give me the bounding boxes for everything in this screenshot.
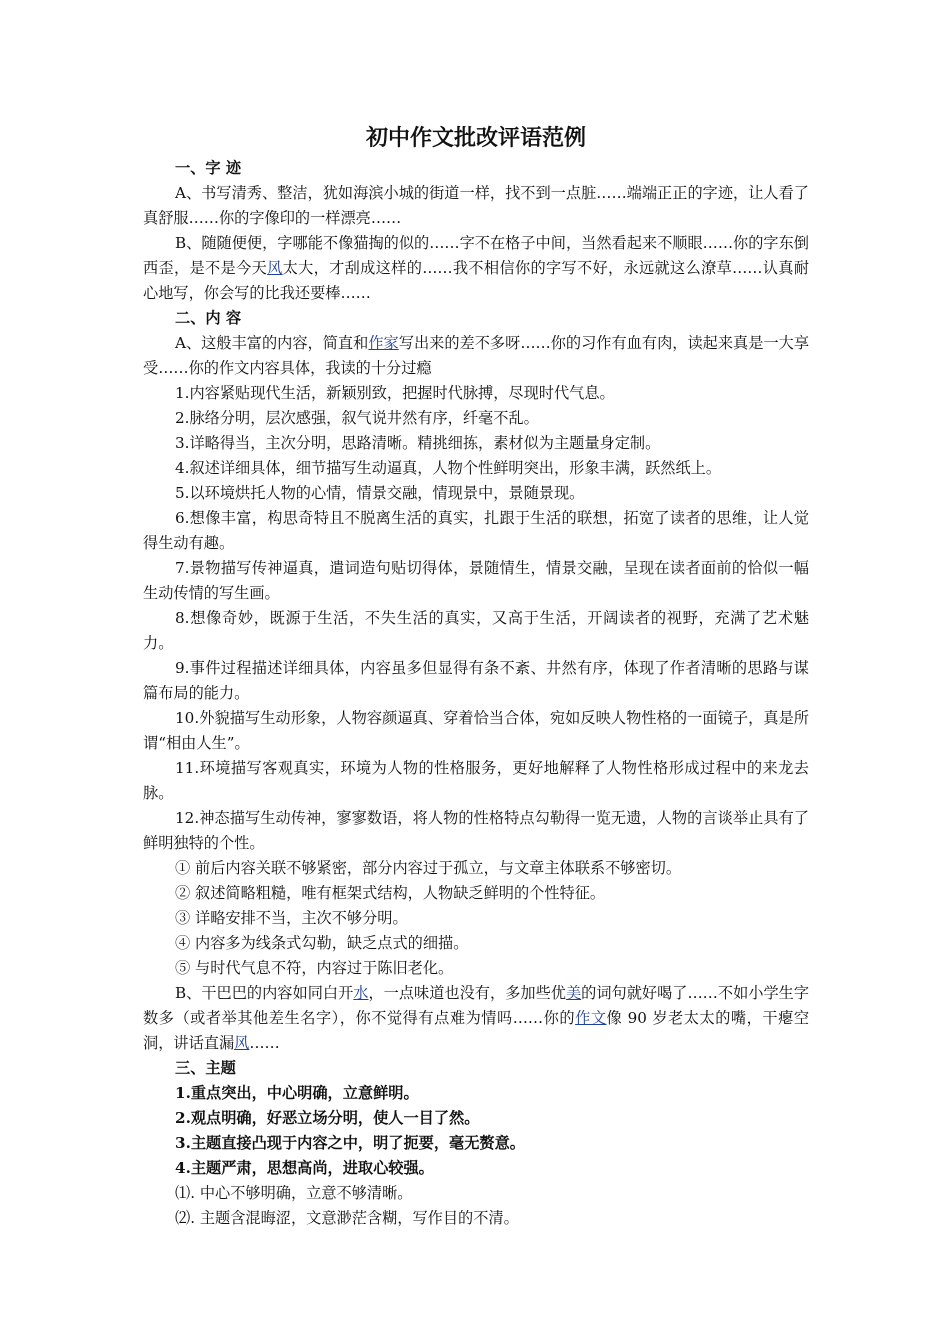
- text-span: B、干巴巴的内容如同白开: [175, 984, 354, 1002]
- list-item: 8.想像奇妙，既源于生活，不失生活的真实，又高于生活，开阔读者的视野，充满了艺术魅力。: [143, 609, 809, 652]
- text-span: ……: [249, 1034, 280, 1052]
- inline-link-wind[interactable]: 风: [267, 259, 283, 277]
- text-span: 写出来的差不多呀……你的习作有血有肉，读起来真是一大享受……你的作文内容具体，我读的十分过瘾: [143, 334, 810, 377]
- list-item: ⑵. 主题含混晦涩，文意渺茫含糊，写作目的不清。: [175, 1209, 519, 1227]
- list-item: ⑤ 与时代气息不符，内容过于陈旧老化。: [175, 959, 454, 977]
- paragraph-handwriting-b: [143, 231, 809, 306]
- list-item: 3.详略得当，主次分明，思路清晰。精挑细拣，素材似为主题量身定制。: [175, 434, 661, 452]
- list-item: 10.外貌描写生动形象，人物容颜逼真、穿着恰当合体，宛如反映人物性格的一面镜子，真是所谓“相由人生”。: [143, 709, 809, 752]
- list-item: 4.叙述详细具体，细节描写生动逼真，人物个性鲜明突出，形象丰满，跃然纸上。: [175, 459, 722, 477]
- inline-link-beauty[interactable]: 美: [565, 984, 582, 1002]
- document-page: [143, 118, 809, 1231]
- text-span: 的词句就好喝了……不如小学生字数多（或者举其他差生名字），你不觉得有点难为情吗……你的: [143, 984, 810, 1027]
- list-item: 5.以环境烘托人物的心情，情景交融，情现景中，景随景现。: [175, 484, 585, 502]
- text-span: ，一点味道也没有，多加些优: [368, 984, 566, 1002]
- list-item-bold: 2.观点明确，好恶立场分明，使人一目了然。: [175, 1109, 480, 1127]
- inline-link-composition[interactable]: 作文: [575, 1009, 607, 1027]
- paragraph-content-a: [143, 331, 809, 381]
- list-item: 12.神态描写生动传神，寥寥数语，将人物的性格特点勾勒得一览无遗，人物的言谈举止具有了鲜明独特的个性。: [143, 809, 809, 852]
- list-item: 2.脉络分明，层次感强，叙气说井然有序，纤毫不乱。: [175, 409, 539, 427]
- list-item: 6.想像丰富，构思奇特且不脱离生活的真实，扎跟于生活的联想，拓宽了读者的思维，让人觉得生动有趣。: [143, 509, 809, 552]
- list-item: ② 叙述简略粗糙，唯有框架式结构，人物缺乏鲜明的个性特征。: [175, 884, 606, 902]
- section-heading-handwriting: 一、字 迹: [175, 159, 242, 177]
- list-item: 1.内容紧贴现代生活，新颖别致，把握时代脉搏，尽现时代气息。: [175, 384, 615, 402]
- list-item: 11.环境描写客观真实，环境为人物的性格服务，更好地解释了人物性格形成过程中的来龙去脉。: [143, 759, 809, 802]
- inline-link-water[interactable]: 水: [353, 984, 369, 1002]
- text-span: 像 90 岁老太太的嘴，干瘪空洞，讲话直漏: [143, 1009, 810, 1052]
- list-item: ④ 内容多为线条式勾勒，缺乏点式的细描。: [175, 934, 469, 952]
- text-span: B、随随便便，字哪能不像猫掏的似的……字不在格子中间，当然看起来不顺眼……你的字东倒西歪，是不是今天: [143, 234, 809, 277]
- list-item: 7.景物描写传神逼真，遣词造句贴切得体，景随情生，情景交融，呈现在读者面前的恰似一幅生动传情的写生画。: [143, 559, 809, 602]
- section-heading-theme: 三、主题: [175, 1059, 236, 1077]
- inline-link-wind-2[interactable]: 风: [234, 1034, 250, 1052]
- inline-link-writer[interactable]: 作家: [368, 334, 399, 352]
- text-span: 太大，才刮成这样的……我不相信你的字写不好，永远就这么潦草……认真耐心地写，你会写的比我还要棒……: [143, 259, 810, 302]
- list-item-bold: 3.主题直接凸现于内容之中，明了扼要，毫无赘意。: [175, 1134, 525, 1152]
- list-item: ⑴. 中心不够明确，立意不够清晰。: [175, 1184, 413, 1202]
- text-span: A、这般丰富的内容，简直和: [175, 334, 369, 352]
- list-item: ③ 详略安排不当，主次不够分明。: [175, 909, 408, 927]
- paragraph-content-b: [143, 981, 809, 1056]
- list-item-bold: 4.主题严肃，思想高尚，进取心较强。: [175, 1159, 434, 1177]
- list-item: 9.事件过程描述详细具体，内容虽多但显得有条不紊、井然有序，体现了作者清晰的思路与谋篇布局的能力。: [143, 659, 809, 702]
- section-heading-content: 二、内 容: [175, 309, 242, 327]
- list-item-bold: 1.重点突出，中心明确，立意鲜明。: [175, 1084, 419, 1102]
- list-item: ① 前后内容关联不够紧密，部分内容过于孤立，与文章主体联系不够密切。: [175, 859, 682, 877]
- paragraph-handwriting-a: A、书写清秀、整洁，犹如海滨小城的街道一样，找不到一点脏……端端正正的字迹，让人看了真舒服……你的字像印的一样漂亮……: [143, 184, 809, 227]
- page-title: 初中作文批改评语范例: [365, 125, 586, 151]
